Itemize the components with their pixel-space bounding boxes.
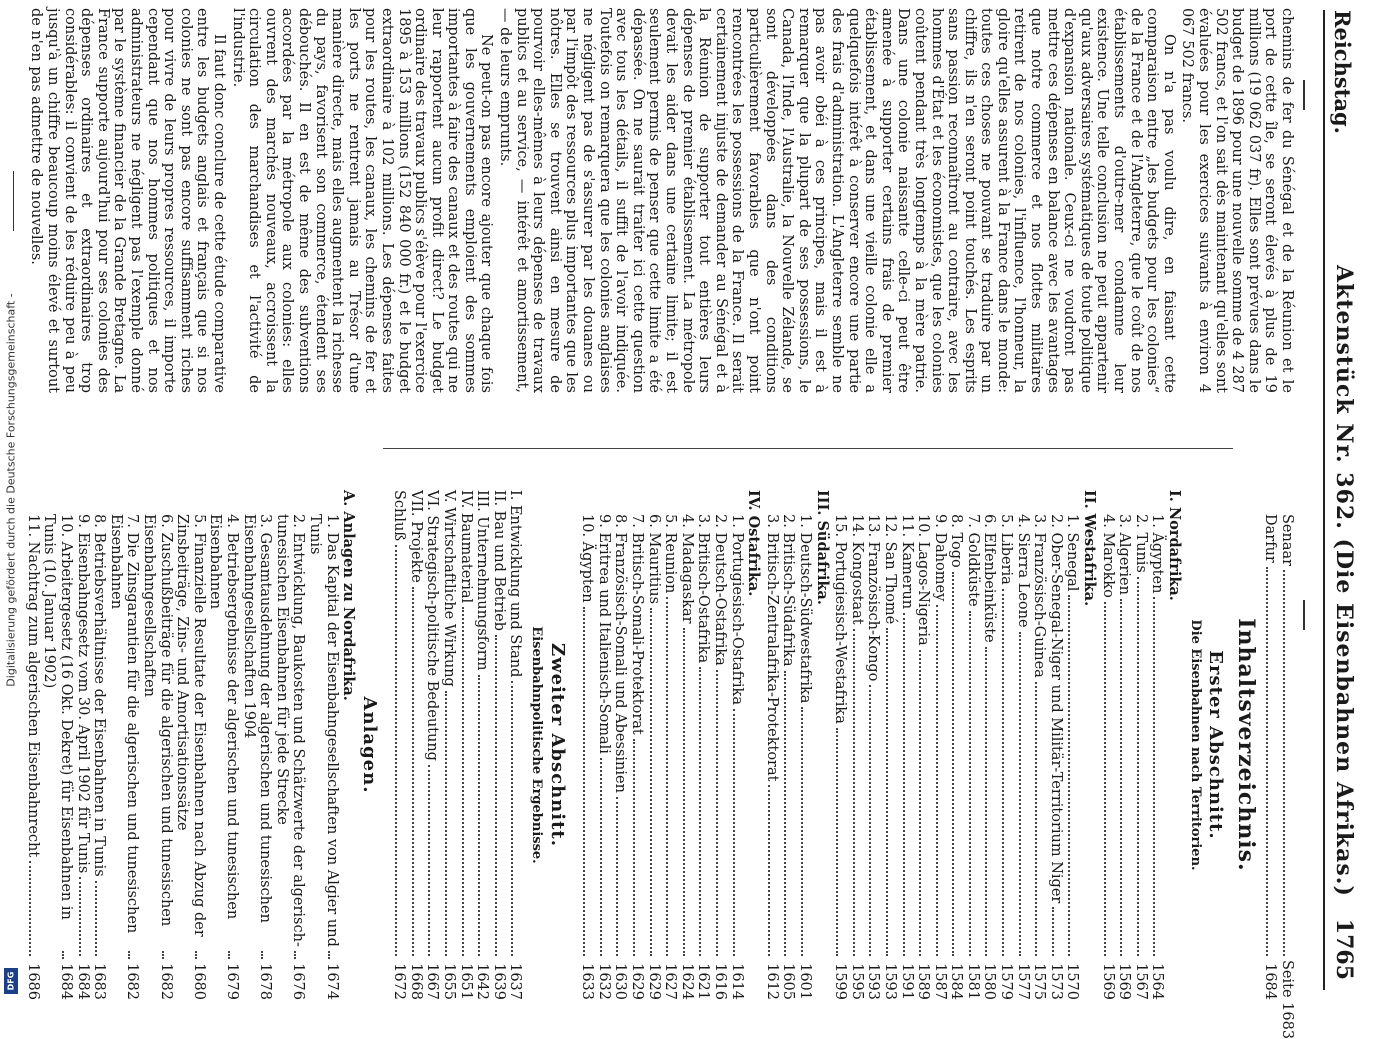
toc-entry <box>628 490 645 1000</box>
toc-leader-dots <box>919 650 921 956</box>
toc-entry-label: 8. Betriebsverhältnisse der Eisenbahnen in Tunis <box>91 514 108 877</box>
toc-entry-page: 1642 <box>474 963 491 1000</box>
toc-entry-page: 1630 <box>612 963 629 1000</box>
toc-entry <box>24 490 41 1000</box>
toc-entry <box>711 490 728 1000</box>
toc-entry-label: 2. Ober-Senegal-Niger und Militär-Territorium Niger <box>1047 514 1064 904</box>
toc-entry-label: 3. Algerien <box>1116 514 1133 595</box>
toc-entry <box>457 490 474 1000</box>
toc-entry-label: 2. Entwicklung, Baukosten und Schätzwerte der algerisch-tunesischen Eisenbahnen für jede Strecke <box>273 514 307 947</box>
toc-entry-label: 8. Togo <box>948 514 965 568</box>
toc-entry-label: 6. Elfenbeinküste <box>981 514 998 643</box>
toc-entry-page: 1684 <box>74 963 91 1000</box>
column-ornament-left <box>1303 80 1305 110</box>
toc-leader-dots <box>395 545 397 956</box>
annex-title: Anlagen. <box>358 696 380 794</box>
toc-leader-dots <box>616 797 618 956</box>
text-paragraph: Ne peut-on pas encore ajouter que chaque fois que les gouvernements emploient des sommes importantes à faire des canaux et des routes qui ne leur rapportent aucun profit direct? Le budget ordinaire des travaux publics s'élève pour l'exercice 1895 à 153 millions (152 840 000 fr.) et le budget extraordinaire à 102 millions. Les dépenses faites pour les routes, les canaux, les chemins de fer et les ports ne rentrent jamais au Trésor d'une manière directe, mais elles augmentent la richesse du pays, favorisent son commerce, étendent ses débouchés. Il en est de même des subventions accordées par la métropole aux colonies: elles ouvrent des marchés nouveaux, accroissent la circulation des marchandises et l'activité de l'industrie. <box>229 8 495 393</box>
toc-entry <box>1064 490 1081 1000</box>
dfg-logo-text: DFG <box>6 971 16 991</box>
toc-leader-dots <box>511 681 513 956</box>
toc-entry-page: 1589 <box>915 963 932 1000</box>
text-paragraph: Il faut donc conclure de cette étude comparative entre les budgets anglais et français que si nos colonies ne sont pas encore suffisamment riches pour vivre de leurs propres ressources, il importe cependant que nos hommes politiques et nos administrateurs ne négligent pas l'exemple donné par le système financier de la Grande Bretagne. La France supporte aujourd'hui pour ses colonies des dépenses ordinaires et extraordinaires trop considérables: il convient de les réduire peu à peu jusqu'à un chiffre beaucoup moins élevé et surtout de n'en pas admettre de nouvelles. <box>28 8 227 393</box>
toc-leader-dots <box>886 628 888 956</box>
toc-leader-dots <box>969 611 971 956</box>
toc-entry <box>507 490 524 1000</box>
toc-entry <box>306 490 339 1000</box>
toc-leader-dots <box>650 608 652 956</box>
toc-entry <box>662 490 679 1000</box>
page-header <box>1330 10 1363 990</box>
toc-entry-label: 11. Nachtrag zum algerischen Eisenbahnrecht <box>24 514 41 858</box>
toc-leader-dots <box>903 613 905 956</box>
toc-entry <box>407 490 424 1000</box>
toc-entry-page: 1676 <box>290 963 307 1000</box>
toc-entry-label: 9. Dahomey <box>931 514 948 602</box>
toc-entry-label: 10. Arbeitergesetz (16 Okt. Dekret) für Eisenbahnen in Tunis (10. Januar 1902) <box>41 514 75 920</box>
toc-entry-label: 2. Tunis <box>1132 514 1149 573</box>
toc-entry-page: 1570 <box>1064 963 1081 1000</box>
toc-entry-label: 4. Betriebsergebnisse der algerischen und tunesischen Eisenbahnen <box>207 514 240 920</box>
toc-entry-page: 1593 <box>881 963 898 1000</box>
digitization-watermark <box>0 0 22 1000</box>
toc-entry <box>1262 490 1279 1000</box>
toc-entry-page: 1683 <box>91 963 108 1000</box>
toc-entry-label: 3. Gesamtausdehnung der algerischen und tunesischen Eisenbahngesellschaften 1904 <box>240 514 274 923</box>
toc-entry-page: 1627 <box>662 963 679 1000</box>
region-heading: I. Nordafrika. <box>1166 490 1184 601</box>
toc-entry <box>780 490 797 1000</box>
toc-entry-label: 8. Französisch-Somali und Abessinien <box>612 514 629 793</box>
toc-entry <box>91 490 108 1000</box>
toc-entry <box>1099 490 1116 1000</box>
toc-entry-label: Senaar <box>1279 514 1295 567</box>
toc-entry-page: 1624 <box>678 963 695 1000</box>
toc-entry <box>796 490 813 1000</box>
toc-entry-label: 13. Französisch-Kongo <box>865 514 882 682</box>
toc-entry-page: 1629 <box>645 963 662 1000</box>
part1-subtitle: Die Eisenbahnen nach Territorien. <box>1187 619 1203 871</box>
toc-entry <box>74 490 91 1000</box>
toc-leader-dots <box>1035 682 1037 956</box>
toc-entry-page: 1581 <box>964 963 981 1000</box>
header-reichstag: Reichstag. <box>1330 10 1355 134</box>
toc-entry <box>915 490 932 1000</box>
header-rule <box>1323 10 1325 990</box>
toc-entry-page: 1651 <box>457 963 474 1000</box>
toc-leader-dots <box>495 635 497 956</box>
dfg-logo <box>4 968 18 994</box>
toc-entry-label: 7. Britisch-Somali-Protektorat <box>629 514 646 735</box>
toc-entry-label: 6. Zuschußbeiträge für die algerischen und tunesischen Eisenbahngesellschaften <box>141 514 174 927</box>
toc-leader-dots <box>1002 589 1004 956</box>
french-text-column <box>13 8 1295 393</box>
toc-entry-label: 11. Kamerun <box>898 514 915 610</box>
toc-entry-label: 9. Eritrea und Italienisch-Somali <box>595 514 612 754</box>
region-heading: II. Westafrika. <box>1081 490 1099 607</box>
toc-entry-label: VI. Strategisch-politische Bedeutung <box>424 490 441 761</box>
toc-leader-dots <box>683 628 685 956</box>
toc-title: Inhaltsverzeichnis. <box>1232 618 1259 872</box>
toc-entry-label: 7. Goldküste <box>964 514 981 607</box>
toc-entry-page: 1686 <box>24 963 41 1000</box>
toc-entry-label: 10. Lagos-Nigeria <box>915 514 932 646</box>
toc-entry-page: 1621 <box>695 963 712 1000</box>
toc-leader-dots <box>328 951 330 959</box>
header-page-number: 1765 <box>1331 918 1357 980</box>
toc-entry-page: 1668 <box>407 963 424 1000</box>
toc-leader-dots <box>600 758 602 956</box>
header-document-title: Aktenstück Nr. 362. (Die Eisenbahnen Afrikas.) <box>1331 265 1357 897</box>
toc-leader-dots <box>412 587 414 956</box>
toc-leader-dots <box>853 629 855 956</box>
toc-entry <box>763 490 780 1000</box>
toc-entry <box>848 490 865 1000</box>
part1-title: Erster Abschnitt. <box>1205 650 1227 840</box>
text-paragraph: On n'a pas voulu dire, en faisant cette comparaison entre „les budgets pour les colonies“ de la France et de l'Angleterre, que le coût de nos établissements d'outre-mer condamne leur existence. Une telle conclusion ne peut appartenir qu'aux adversaires systématiques de toute politique d'expansion nationale. Ceux-ci ne voudront pas mettre ces dépenses en balance avec les avantages que notre commerce et nos flottes militaires retirent de nos colonies, l'influence, l'honneur, la gloire qu'elles assurent à la France dans le monde: toutes ces choses ne pouvant se traduire par un chiffre, ils n'en seront point touchés. Les esprits sans passion reconnaîtront au contraire, avec les hommes d'État et les économistes, que les colonies coûtent pendant très longtemps à la mère patrie. Dans une colonie naissante celle-ci peut être amenée à supporter certains frais de premier établissement, et dans une vieille colonie elle a quelquefois intérêt à conserver encore une partie des frais d'administration. L'Angleterre semble ne pas avoir obéi à ces principes, mais il est à remarquer que la plupart de ses possessions, le Canada, l'Inde, l'Australie, la Nouvelle Zélande, se sont développées dans des conditions particulièrement favorables que n'ont point rencontrées les possessions de la France. Il serait certainement injuste de demander au Sénégal et à la Réunion de supporter tout entières leurs dépenses de premier établissement. La métropole devait les aider dans une certaine limite; il est seulement permis de penser que cette limite a été dépassée. On ne saurait traiter ici cette question avec tous les détails, il suffit de l'avoir indiquée. Toutefois on remarquera que les colonies anglaises ne négligent pas de s'assurer par les douanes ou par l'impôt des ressources plus importantes que les nôtres. Elles se trouvent ainsi en mesure de pourvoir elles-mêmes à leurs dépenses de travaux publics et au service, — intérêt et amortissement, — de leurs emprunts. <box>497 8 1177 393</box>
toc-entry <box>832 490 849 1000</box>
column-ornament-right <box>1303 600 1305 630</box>
toc-entry-label: 6. Mauritius <box>645 514 662 605</box>
toc-leader-dots <box>1104 602 1106 956</box>
part2-title: Zweiter Abschnitt. <box>546 643 568 847</box>
toc-entry <box>207 490 240 1000</box>
toc-entry <box>424 490 441 1000</box>
toc-entry <box>441 490 458 1000</box>
toc-leader-dots <box>1052 907 1054 956</box>
toc-entry-page: 1605 <box>780 963 797 1000</box>
toc-entry-label: I. Entwicklung und Stand <box>507 490 524 678</box>
toc-entry-label: 3. Britisch-Zentralafrika-Protektorat <box>763 514 780 782</box>
toc-leader-dots <box>261 951 263 959</box>
toc-leader-dots <box>429 765 431 956</box>
toc-entry-page: 1684 <box>1262 963 1279 1000</box>
toc-entry-label: 9. Eisenbahngesetz vom 30. April 1902 für Tunis <box>74 514 91 874</box>
toc-entry-label: 2. Britisch-Südafrika <box>780 514 797 667</box>
toc-entry-page: 1573 <box>1047 963 1064 1000</box>
toc-leader-dots <box>1137 577 1139 956</box>
toc-leader-dots <box>986 647 988 956</box>
toc-entry <box>490 490 507 1000</box>
toc-entry <box>1014 490 1031 1000</box>
toc-entry <box>865 490 882 1000</box>
toc-entry <box>240 490 273 1000</box>
toc-entry <box>898 490 915 1000</box>
region-heading: IV. Ostafrika. <box>745 490 763 597</box>
toc-entry-label: 4. Marokko <box>1099 514 1116 598</box>
toc-leader-dots <box>716 670 718 956</box>
toc-entry-label: 5. Liberia <box>998 514 1015 585</box>
toc-entry-page: 1679 <box>223 963 240 1000</box>
watermark-text: Digitalisierung gefördert durch die Deutsche Forschungsgemeinschaft - <box>4 293 18 687</box>
toc-entry <box>1116 490 1133 1000</box>
toc-entry-page: 1569 <box>1116 963 1133 1000</box>
toc-leader-dots <box>936 605 938 956</box>
toc-entry-page: 1684 <box>58 963 75 1000</box>
toc-entry-page: 1599 <box>832 963 849 1000</box>
toc-entry <box>931 490 948 1000</box>
toc-entry-label: Schluß <box>391 490 408 542</box>
region-heading: III. Südafrika. <box>813 490 831 605</box>
toc-entry-label: 1. Portugiesisch-Ostafrika <box>728 514 745 705</box>
toc-entry-page: 1667 <box>424 963 441 1000</box>
toc-entry-page: 1616 <box>712 963 728 1000</box>
toc-entry <box>678 490 695 1000</box>
toc-leader-dots <box>478 675 480 957</box>
toc-leader-dots <box>29 861 31 956</box>
toc-entry-label: 4. Sierra Leone <box>1014 514 1031 628</box>
toc-entry-page: 1580 <box>981 963 998 1000</box>
toc-entry-label: 2. Deutsch-Ostafrika <box>712 514 728 666</box>
toc-entry-label: 1. Senegal <box>1064 514 1081 592</box>
toc-entry-label: 3. Britisch-Ostafrika <box>695 514 712 664</box>
toc-entry <box>1132 490 1149 1000</box>
toc-leader-dots <box>228 951 230 959</box>
toc-entry-label: 12. San Thomé <box>881 514 898 625</box>
toc-entry <box>695 490 712 1000</box>
toc-entry-page: 1567 <box>1132 963 1149 1000</box>
toc-leader-dots <box>1266 567 1268 956</box>
toc-entry-page: 1612 <box>763 963 780 1000</box>
text-paragraph: chemins de fer du Sénégal et de la Réunion et le port de cette île, se seront élevés à plus de 19 millions (19 062 037 fr). Elles sont prévues dans le budget de 1896 pour une nouvelle somme de 4 287 502 francs, et l'on sait dès maintenant qu'elles sont évaluées pour les exercices suivants à environ 4 067 502 francs. <box>1179 8 1295 393</box>
column-divider <box>383 448 1233 449</box>
toc-entry <box>474 490 491 1000</box>
toc-entry-page: 1577 <box>1014 963 1031 1000</box>
toc-leader-dots <box>445 691 447 956</box>
toc-leader-dots <box>952 572 954 956</box>
toc-entry <box>140 490 173 1000</box>
toc-entry-page: 1674 <box>323 963 340 1000</box>
toc-leader-dots <box>195 951 197 959</box>
toc-leader-dots <box>162 951 164 959</box>
toc-entry-page: 1614 <box>728 963 745 1000</box>
toc-entry-label: 3. Französisch-Guinea <box>1031 514 1048 678</box>
toc-leader-dots <box>1120 599 1122 956</box>
toc-entry-page: 1633 <box>579 963 596 1000</box>
toc-leader-dots <box>733 709 735 956</box>
toc-entry-page: 1682 <box>124 963 141 1000</box>
toc-entry-page: 1579 <box>998 963 1015 1000</box>
toc-leader-dots <box>79 877 81 956</box>
toc-entry <box>998 490 1015 1000</box>
part2-subtitle: Eisenbahnpolitische Ergebnisse. <box>529 626 545 864</box>
toc-entry-page: Seite 1683 <box>1279 960 1295 1039</box>
toc-entry-label: III. Unternehmungsform <box>474 490 491 671</box>
toc-entry <box>964 490 981 1000</box>
toc-entry-label: 1. Deutsch-Südwestafrika <box>796 514 813 704</box>
toc-entry-page: 1584 <box>948 963 965 1000</box>
toc-entry <box>728 490 745 1000</box>
toc-entry <box>174 490 207 1000</box>
toc-leader-dots <box>784 671 786 957</box>
toc-entry-page: 1639 <box>490 963 507 1000</box>
toc-entry <box>579 490 596 1000</box>
toc-entry <box>595 490 612 1000</box>
table-of-contents-column <box>24 490 1295 1039</box>
toc-leader-dots <box>836 728 838 956</box>
toc-entry-page: 1682 <box>157 963 174 1000</box>
toc-leader-dots <box>294 951 296 959</box>
toc-entry <box>981 490 998 1000</box>
toc-leader-dots <box>699 667 701 956</box>
toc-entry-page: 1564 <box>1149 963 1166 1000</box>
toc-entry-page: 1601 <box>796 963 813 1000</box>
toc-leader-dots <box>462 607 464 956</box>
toc-entry-page: 1672 <box>391 963 408 1000</box>
toc-leader-dots <box>1153 597 1155 956</box>
toc-entry-label: Darfur <box>1262 514 1279 563</box>
toc-entry-page: 1575 <box>1031 963 1048 1000</box>
toc-entry-page: 1637 <box>507 963 524 1000</box>
toc-entry <box>612 490 629 1000</box>
toc-entry-label: 14. Kongostaat <box>848 514 865 625</box>
toc-entry <box>41 490 74 1000</box>
toc-leader-dots <box>869 685 871 956</box>
toc-leader-dots <box>633 739 635 956</box>
toc-entry-label: II. Bau und Betrieb <box>490 490 507 631</box>
toc-entry-label: 1. Ägypten <box>1149 514 1166 594</box>
toc-entry <box>107 490 140 1000</box>
toc-entry-label: 5. Finanzielle Resultate der Eisenbahnen nach Abzug der Zinsbeiträge, Zins- und Amortisationssätze <box>174 514 207 937</box>
toc-leader-dots <box>666 597 668 956</box>
toc-entry <box>1278 490 1295 1039</box>
toc-entry-page: 1655 <box>441 963 458 1000</box>
toc-leader-dots <box>1283 570 1285 956</box>
toc-entry-label: 15. Portugiesisch-Westafrika <box>832 514 849 724</box>
toc-entry <box>273 490 306 1000</box>
toc-entry <box>1031 490 1048 1000</box>
toc-entry <box>645 490 662 1000</box>
toc-entry-page: 1587 <box>931 963 948 1000</box>
toc-entry-label: 5. Reunion <box>662 514 679 594</box>
toc-entry-label: VII. Projekte <box>407 490 424 583</box>
toc-entry-label: 10. Ägypten <box>579 514 596 603</box>
toc-entry-label: 7. Die Zinsgarantien für die algerischen und tunesischen Eisenbahnen <box>107 514 141 934</box>
toc-entry-page: 1569 <box>1099 963 1116 1000</box>
toc-entry-page: 1680 <box>190 963 207 1000</box>
toc-entry <box>948 490 965 1000</box>
toc-leader-dots <box>801 707 803 956</box>
toc-entry-page: 1632 <box>595 963 612 1000</box>
toc-entry-label: 1. Das Kapital der Eisenbahngesellschaften von Algier und Tunis <box>306 514 340 947</box>
toc-entry-page: 1678 <box>257 963 274 1000</box>
annex-group-label: A. Anlagen zu Nordafrika. <box>340 490 358 701</box>
toc-leader-dots <box>1068 595 1070 956</box>
toc-leader-dots <box>62 951 64 959</box>
toc-entry <box>1149 490 1166 1000</box>
toc-leader-dots <box>768 785 770 956</box>
toc-leader-dots <box>95 881 97 956</box>
toc-leader-dots <box>1019 632 1021 956</box>
toc-entry <box>391 490 408 1000</box>
toc-entry <box>1047 490 1064 1000</box>
toc-entry-label: 4. Madagaskar <box>678 514 695 624</box>
toc-entry-label: V. Wirtschaftliche Wirkung <box>441 490 458 687</box>
toc-entry-page: 1593 <box>865 963 882 1000</box>
toc-entry-label: IV. Baumaterial <box>457 490 474 604</box>
toc-entry-page: 1629 <box>629 963 646 1000</box>
toc-entry-page: 1595 <box>848 963 865 1000</box>
toc-entry-page: 1591 <box>898 963 915 1000</box>
toc-entry <box>881 490 898 1000</box>
toc-leader-dots <box>128 951 130 959</box>
toc-leader-dots <box>583 607 585 956</box>
